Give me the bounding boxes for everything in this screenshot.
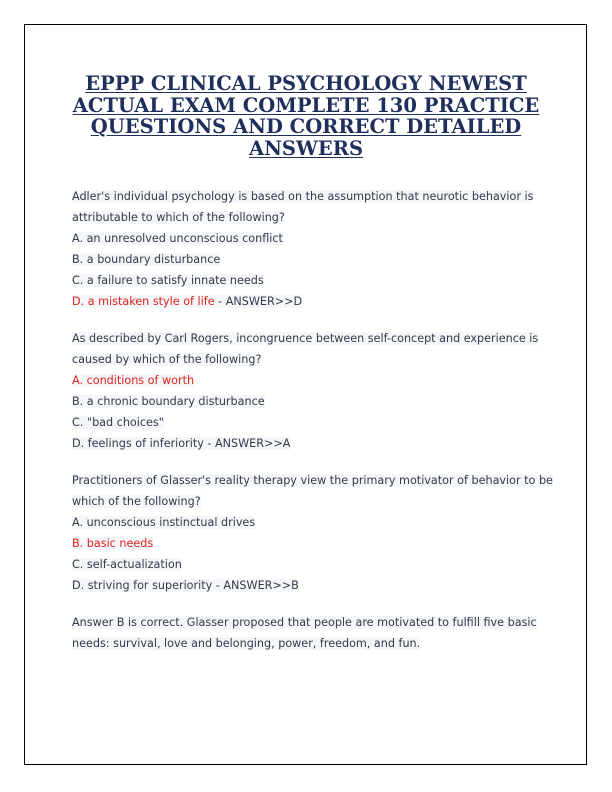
explanation-line: needs: survival, love and belonging, power, freedom, and fun.: [72, 637, 421, 650]
correct-option-text: A. conditions of worth: [72, 374, 195, 387]
option-b: [72, 533, 552, 554]
option-a: A. an unresolved unconscious conflict: [72, 232, 283, 245]
option-d: D. striving for superiority - ANSWER>>B: [72, 579, 299, 592]
explanation-block: [72, 612, 552, 654]
correct-option-text: B. basic needs: [72, 537, 154, 550]
question-stem-line: attributable to which of the following?: [72, 211, 285, 224]
option-c: C. a failure to satisfy innate needs: [72, 274, 264, 287]
document-title: EPPP CLINICAL PSYCHOLOGY NEWEST ACTUAL EXAM COMPLETE 130 PRACTICE QUESTIONS AND CORRECT DETAILED ANSWERS: [72, 72, 540, 160]
question-block: [72, 470, 552, 596]
question-block: [72, 328, 552, 454]
explanation-line: Answer B is correct. Glasser proposed that people are motivated to fulfill five basic: [72, 616, 537, 629]
option-c: C. self-actualization: [72, 558, 182, 571]
question-stem-line: which of the following?: [72, 495, 201, 508]
document-body: [72, 186, 552, 670]
option-b: B. a boundary disturbance: [72, 253, 221, 266]
question-stem-line: As described by Carl Rogers, incongruence between self-concept and experience is: [72, 332, 539, 345]
question-stem-line: Practitioners of Glasser's reality therapy view the primary motivator of behavior to be: [72, 474, 553, 487]
question-block: [72, 186, 552, 312]
answer-key: - ANSWER>>D: [214, 295, 303, 308]
question-stem-line: Adler's individual psychology is based on the assumption that neurotic behavior is: [72, 190, 534, 203]
option-c: C. "bad choices": [72, 416, 164, 429]
option-a: [72, 370, 552, 391]
option-a: A. unconscious instinctual drives: [72, 516, 256, 529]
option-b: B. a chronic boundary disturbance: [72, 395, 265, 408]
option-d: [72, 291, 552, 312]
question-stem-line: caused by which of the following?: [72, 353, 262, 366]
option-d: D. feelings of inferiority - ANSWER>>A: [72, 437, 291, 450]
correct-option-text: D. a mistaken style of life: [72, 295, 215, 308]
